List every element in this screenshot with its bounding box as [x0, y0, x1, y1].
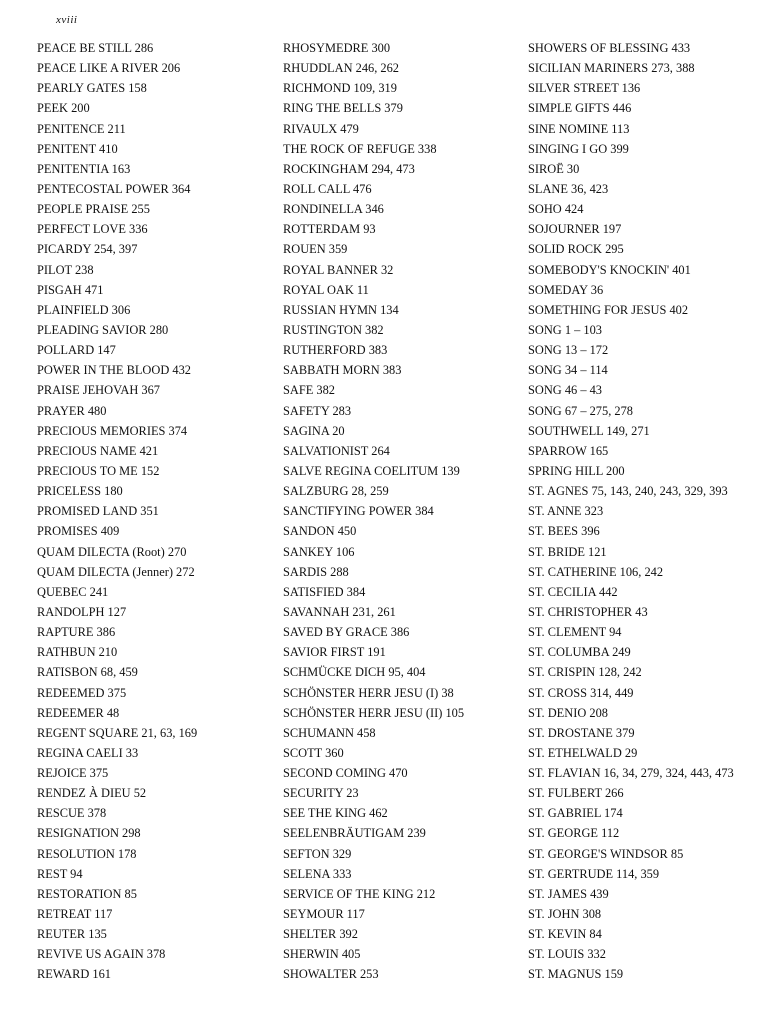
index-entry: ST. GERTRUDE 114, 359 — [528, 866, 660, 881]
index-entry: REGINA CAELI 33 — [37, 745, 139, 760]
index-entry: ROLL CALL 476 — [283, 181, 372, 196]
index-entry: ST. GABRIEL 174 — [528, 806, 623, 821]
index-entry: ST. FULBERT 266 — [528, 786, 624, 801]
index-entry: QUEBEC 241 — [37, 584, 109, 599]
index-entry: SOHO 424 — [528, 202, 584, 217]
index-entry: SCHMÜCKE DICH 95, 404 — [283, 665, 426, 680]
index-entry: SECURITY 23 — [283, 786, 359, 801]
index-entry: ST. BEES 396 — [528, 524, 600, 539]
index-entry: RONDINELLA 346 — [283, 202, 384, 217]
index-entry: SHELTER 392 — [283, 927, 358, 942]
index-entry: RESCUE 378 — [37, 806, 107, 821]
index-entry: ST. JOHN 308 — [528, 907, 602, 922]
index-entry: RHOSYMEDRE 300 — [283, 41, 391, 55]
index-entry: SHOWALTER 253 — [283, 967, 379, 982]
index-entry: QUAM DILECTA (Root) 270 — [37, 544, 187, 559]
index-entry: ROYAL OAK 11 — [283, 282, 369, 297]
index-entry: SONG 34 – 114 — [528, 363, 608, 378]
index-entry: SICILIAN MARINERS 273, 388 — [528, 61, 695, 76]
index-entry: SANCTIFYING POWER 384 — [283, 504, 434, 519]
index-entry: ST. GEORGE 112 — [528, 826, 620, 841]
index-entry: PRAISE JEHOVAH 367 — [37, 383, 161, 398]
index-entry: SONG 1 – 103 — [528, 322, 603, 337]
index-entry: SILVER STREET 136 — [528, 81, 641, 96]
index-entry: RANDOLPH 127 — [37, 604, 127, 619]
index-entry: PERFECT LOVE 336 — [37, 222, 148, 237]
index-entry: SCHÖNSTER HERR JESU (I) 38 — [283, 685, 454, 700]
index-entry: ST. CLEMENT 94 — [528, 625, 622, 640]
index-entry: SINGING I GO 399 — [528, 141, 629, 156]
index-entry: SONG 46 – 43 — [528, 383, 603, 398]
index-entry: ST. MAGNUS 159 — [528, 967, 624, 982]
index-entry: ST. DENIO 208 — [528, 705, 608, 720]
index-entry: PRECIOUS NAME 421 — [37, 443, 159, 458]
index-entry: RAPTURE 386 — [37, 625, 116, 640]
index-entry: ROUEN 359 — [283, 242, 348, 257]
index-entry: POLLARD 147 — [37, 343, 116, 358]
index-entry: RESIGNATION 298 — [37, 826, 141, 841]
index-entry: SCHÖNSTER HERR JESU (II) 105 — [283, 705, 465, 720]
index-entry: SAFETY 283 — [283, 403, 352, 418]
index-entry: PEOPLE PRAISE 255 — [37, 202, 150, 217]
index-entry: REJOICE 375 — [37, 766, 109, 781]
index-entry: RETREAT 117 — [37, 907, 113, 922]
index-entry: PEACE BE STILL 286 — [37, 41, 154, 55]
index-entry: PRECIOUS MEMORIES 374 — [37, 423, 188, 438]
index-entry: ROTTERDAM 93 — [283, 222, 376, 237]
index-entry: RESTORATION 85 — [37, 886, 137, 901]
index-entry: SANKEY 106 — [283, 544, 355, 559]
index-entry: SCHUMANN 458 — [283, 725, 376, 740]
index-entry: SEELENBRÄUTIGAM 239 — [283, 826, 426, 841]
index-entry: ST. GEORGE'S WINDSOR 85 — [528, 846, 684, 861]
index-entry: SEFTON 329 — [283, 846, 352, 861]
index-entry: PROMISED LAND 351 — [37, 504, 159, 519]
index-entry: ST. ANNE 323 — [528, 504, 604, 519]
index-entry: PISGAH 471 — [37, 282, 104, 297]
index-entry: RUSSIAN HYMN 134 — [283, 302, 399, 317]
index-entry: SALZBURG 28, 259 — [283, 484, 389, 499]
index-entry: ST. LOUIS 332 — [528, 947, 606, 962]
index-entry: REVIVE US AGAIN 378 — [37, 947, 166, 962]
index-entry: ST. CECILIA 442 — [528, 584, 618, 599]
index-entry: SAVED BY GRACE 386 — [283, 625, 410, 640]
index-entry: SOLID ROCK 295 — [528, 242, 624, 257]
index-entry: SAVIOR FIRST 191 — [283, 645, 386, 660]
index-entry: SOMETHING FOR JESUS 402 — [528, 302, 689, 317]
index-entry: SOUTHWELL 149, 271 — [528, 423, 650, 438]
index-entry: ST. ETHELWALD 29 — [528, 745, 638, 760]
index-entry: PENITENCE 211 — [37, 121, 126, 136]
index-entry: PICARDY 254, 397 — [37, 242, 138, 257]
index-entry: SARDIS 288 — [283, 564, 349, 579]
index-entry: ST. KEVIN 84 — [528, 927, 602, 942]
index-entry: ST. CROSS 314, 449 — [528, 685, 634, 700]
index-entry: ST. AGNES 75, 143, 240, 243, 329, 393 — [528, 484, 728, 499]
index-entry: SONG 67 – 275, 278 — [528, 403, 633, 418]
index-entry: THE ROCK OF REFUGE 338 — [283, 141, 437, 156]
index-entry: PLAINFIELD 306 — [37, 302, 131, 317]
index-entry: ST. CRISPIN 128, 242 — [528, 665, 642, 680]
index-entry: SANDON 450 — [283, 524, 357, 539]
index-entry: PENTECOSTAL POWER 364 — [37, 181, 191, 196]
index-entry: RHUDDLAN 246, 262 — [283, 61, 399, 76]
index-entry: PEACE LIKE A RIVER 206 — [37, 61, 181, 76]
index-entry: RICHMOND 109, 319 — [283, 81, 397, 96]
index-entry: SAGINA 20 — [283, 423, 345, 438]
index-entry: PRICELESS 180 — [37, 484, 123, 499]
index-entry: REDEEMER 48 — [37, 705, 120, 720]
index-entry: SOMEDAY 36 — [528, 282, 604, 297]
index-column-3 — [528, 38, 766, 985]
index-entry: SINE NOMINE 113 — [528, 121, 630, 136]
index-entry: SPARROW 165 — [528, 443, 609, 458]
index-entry: ROYAL BANNER 32 — [283, 262, 394, 277]
index-entry: RENDEZ À DIEU 52 — [37, 786, 147, 801]
index-entry: REWARD 161 — [37, 967, 111, 982]
index-entry: RESOLUTION 178 — [37, 846, 137, 861]
index-entry: PEARLY GATES 158 — [37, 81, 147, 96]
index-entry: SLANE 36, 423 — [528, 181, 609, 196]
index-entry: PENITENTIA 163 — [37, 161, 131, 176]
index-entry: REUTER 135 — [37, 927, 107, 942]
index-entry: SATISFIED 384 — [283, 584, 366, 599]
index-entry: SHOWERS OF BLESSING 433 — [528, 41, 691, 55]
index-entry: ST. BRIDE 121 — [528, 544, 607, 559]
index-entry: REST 94 — [37, 866, 83, 881]
index-entry: SPRING HILL 200 — [528, 463, 625, 478]
index-entry: SOJOURNER 197 — [528, 222, 622, 237]
index-entry: SECOND COMING 470 — [283, 766, 408, 781]
index-entry: ST. DROSTANE 379 — [528, 725, 635, 740]
index-entry: SABBATH MORN 383 — [283, 363, 402, 378]
page-number: xviii — [56, 14, 78, 26]
index-entry: RATISBON 68, 459 — [37, 665, 138, 680]
index-entry: ROCKINGHAM 294, 473 — [283, 161, 415, 176]
index-entry: SALVATIONIST 264 — [283, 443, 390, 458]
index-entry: PEEK 200 — [37, 101, 90, 116]
index-entry: SIMPLE GIFTS 446 — [528, 101, 632, 116]
index-entry: SELENA 333 — [283, 866, 352, 881]
index-entry: RING THE BELLS 379 — [283, 101, 403, 116]
index-entry: PRECIOUS TO ME 152 — [37, 463, 160, 478]
index-entry: SAFE 382 — [283, 383, 335, 398]
index-entry: REGENT SQUARE 21, 63, 169 — [37, 725, 198, 740]
index-entry: POWER IN THE BLOOD 432 — [37, 363, 191, 378]
index-entry: SALVE REGINA COELITUM 139 — [283, 463, 460, 478]
index-entry: SEE THE KING 462 — [283, 806, 388, 821]
index-entry: REDEEMED 375 — [37, 685, 127, 700]
index-entry: SOMEBODY'S KNOCKIN' 401 — [528, 262, 691, 277]
index-entry: SONG 13 – 172 — [528, 343, 609, 358]
index-entry: SIROË 30 — [528, 161, 580, 176]
index-entry: PROMISES 409 — [37, 524, 120, 539]
index-entry: ST. COLUMBA 249 — [528, 645, 631, 660]
index-entry: PLEADING SAVIOR 280 — [37, 322, 169, 337]
index-column-1 — [37, 38, 277, 985]
index-entry: RUSTINGTON 382 — [283, 322, 384, 337]
index-entry: SCOTT 360 — [283, 745, 344, 760]
index-entry: RATHBUN 210 — [37, 645, 118, 660]
index-entry: RUTHERFORD 383 — [283, 343, 388, 358]
index-entry: SHERWIN 405 — [283, 947, 361, 962]
index-entry: QUAM DILECTA (Jenner) 272 — [37, 564, 195, 579]
index-column-2 — [283, 38, 523, 985]
index-entry: SERVICE OF THE KING 212 — [283, 886, 436, 901]
index-entry: PENITENT 410 — [37, 141, 118, 156]
index-entry: RIVAULX 479 — [283, 121, 359, 136]
index-entry: ST. FLAVIAN 16, 34, 279, 324, 443, 473 — [528, 766, 734, 781]
index-entry: PRAYER 480 — [37, 403, 107, 418]
index-entry: ST. JAMES 439 — [528, 886, 609, 901]
index-entry: ST. CATHERINE 106, 242 — [528, 564, 664, 579]
index-entry: PILOT 238 — [37, 262, 94, 277]
index-entry: SAVANNAH 231, 261 — [283, 604, 396, 619]
index-entry: SEYMOUR 117 — [283, 907, 365, 922]
index-entry: ST. CHRISTOPHER 43 — [528, 604, 648, 619]
